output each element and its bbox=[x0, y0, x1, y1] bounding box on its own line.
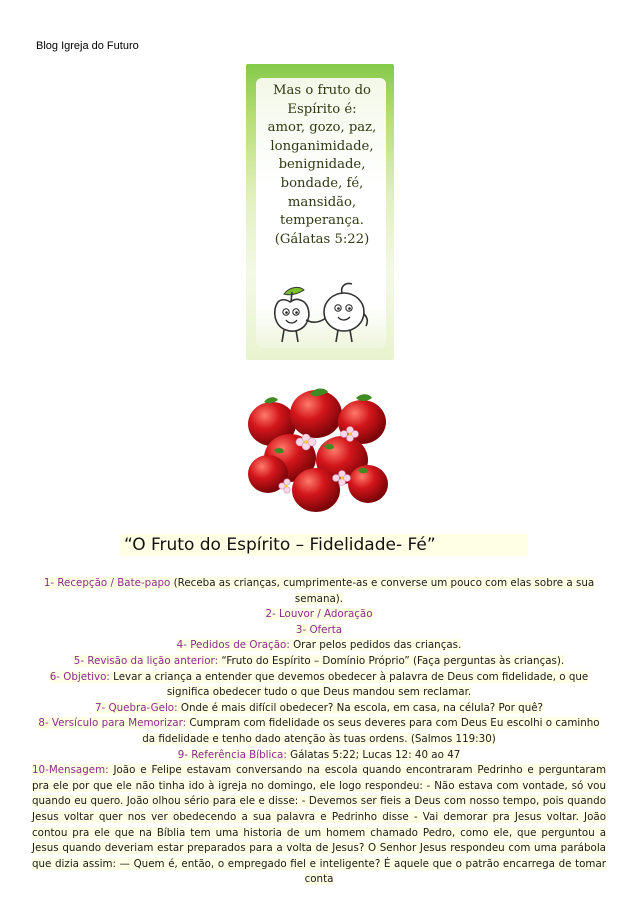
lesson-title: “O Fruto do Espírito – Fidelidade- Fé” bbox=[120, 534, 528, 556]
item-label: 6- Objetivo: bbox=[49, 670, 110, 683]
item-label: 7- Quebra-Gelo: bbox=[94, 701, 178, 714]
red-apples-basket-image bbox=[244, 386, 394, 516]
item-objective bbox=[32, 670, 606, 701]
item-label: 3- Oferta bbox=[295, 623, 343, 636]
fruit-characters-illustration bbox=[268, 280, 372, 346]
lesson-content bbox=[32, 576, 606, 888]
item-worship bbox=[32, 607, 606, 623]
item-text: Gálatas 5:22; Lucas 12: 40 ao 47 bbox=[286, 748, 461, 761]
item-text: João e Felipe estavam conversando na escola quando encontraram Pedrinho e perguntaram pra ele por que ele não tinha ido à igreja no domingo, ele logo respondeu: - Não estava com vontade, só vou quando eu quero. João olhou sério para ele e disse: - Devemos ser fieis a Deus com nosso tempo, pois quando Jesus voltar quer nos ver obedecendo a sua palavra e Pedrinho disse - Vai demorar pra Jesus voltar. João contou pra ele que na Bíblia tem uma historia de um homem chamado Pedro, como ele, que perguntou a Jesus quando deveriam estar preparados para a volta de Jesus? O Senhor Jesus respondeu com uma parábola que dizia assim: — Quem é, então, o empregado fiel e inteligente? É aquele que o patrão encarrega de tomar conta bbox=[32, 764, 606, 886]
item-text: “Fruto do Espírito – Domínio Próprio” (Faça perguntas às crianças). bbox=[218, 654, 565, 667]
verse-line: bondade, fé, bbox=[280, 175, 364, 191]
verse-bookmark-image bbox=[246, 64, 394, 360]
verse-line: amor, gozo, paz, bbox=[267, 120, 377, 136]
verse-line: Mas o fruto do bbox=[273, 83, 371, 98]
item-icebreaker bbox=[32, 701, 606, 717]
item-label: 9- Referência Bíblica: bbox=[177, 748, 287, 761]
verse-line: benignidade, bbox=[278, 157, 366, 173]
verse-line: Espírito é: bbox=[287, 101, 357, 117]
item-text: (Receba as crianças, cumprimente-as e converse um pouco com elas sobre a sua semana). bbox=[170, 577, 595, 605]
item-label: 2- Louvor / Adoração bbox=[265, 608, 373, 621]
item-memory-verse bbox=[32, 716, 606, 747]
verse-line: (Gálatas 5:22) bbox=[274, 231, 370, 247]
item-text: Orar pelos pedidos das crianças. bbox=[289, 639, 462, 652]
item-text: Levar a criança a entender que devemos obedecer à palavra de Deus com fidelidade, o que significa obedecer tudo o que Deus mandou sem reclamar. bbox=[109, 670, 589, 699]
item-bible-reference bbox=[32, 748, 606, 764]
item-text: Cumpram com fidelidade os seus deveres para com Deus Eu escolhi o caminho da fidelidade e tenho dado atenção às tuas ordens. (Salmos 119:30) bbox=[142, 717, 600, 745]
item-label: 5- Revisão da lição anterior: bbox=[73, 654, 219, 667]
item-label: 8- Versículo para Memorizar: bbox=[38, 717, 187, 730]
verse-line: mansidão, bbox=[287, 194, 357, 210]
item-label: 4- Pedidos de Oração: bbox=[176, 639, 290, 652]
bookmark-verse bbox=[254, 82, 390, 249]
verse-line: longanimidade, bbox=[270, 138, 374, 154]
blog-header: Blog Igreja do Futuro bbox=[36, 40, 139, 52]
item-message bbox=[32, 763, 606, 888]
verse-line: temperança. bbox=[280, 213, 364, 229]
item-offering bbox=[32, 623, 606, 639]
item-reception bbox=[32, 576, 606, 607]
item-text: Onde é mais difícil obedecer? Na escola, em casa, na célula? Por quê? bbox=[177, 701, 544, 714]
item-review bbox=[32, 654, 606, 670]
item-label: 10-Mensagem: bbox=[32, 764, 109, 777]
item-prayer bbox=[32, 638, 606, 654]
item-label: 1- Recepção / Bate-papo bbox=[43, 577, 171, 589]
apple-cluster bbox=[248, 389, 388, 513]
